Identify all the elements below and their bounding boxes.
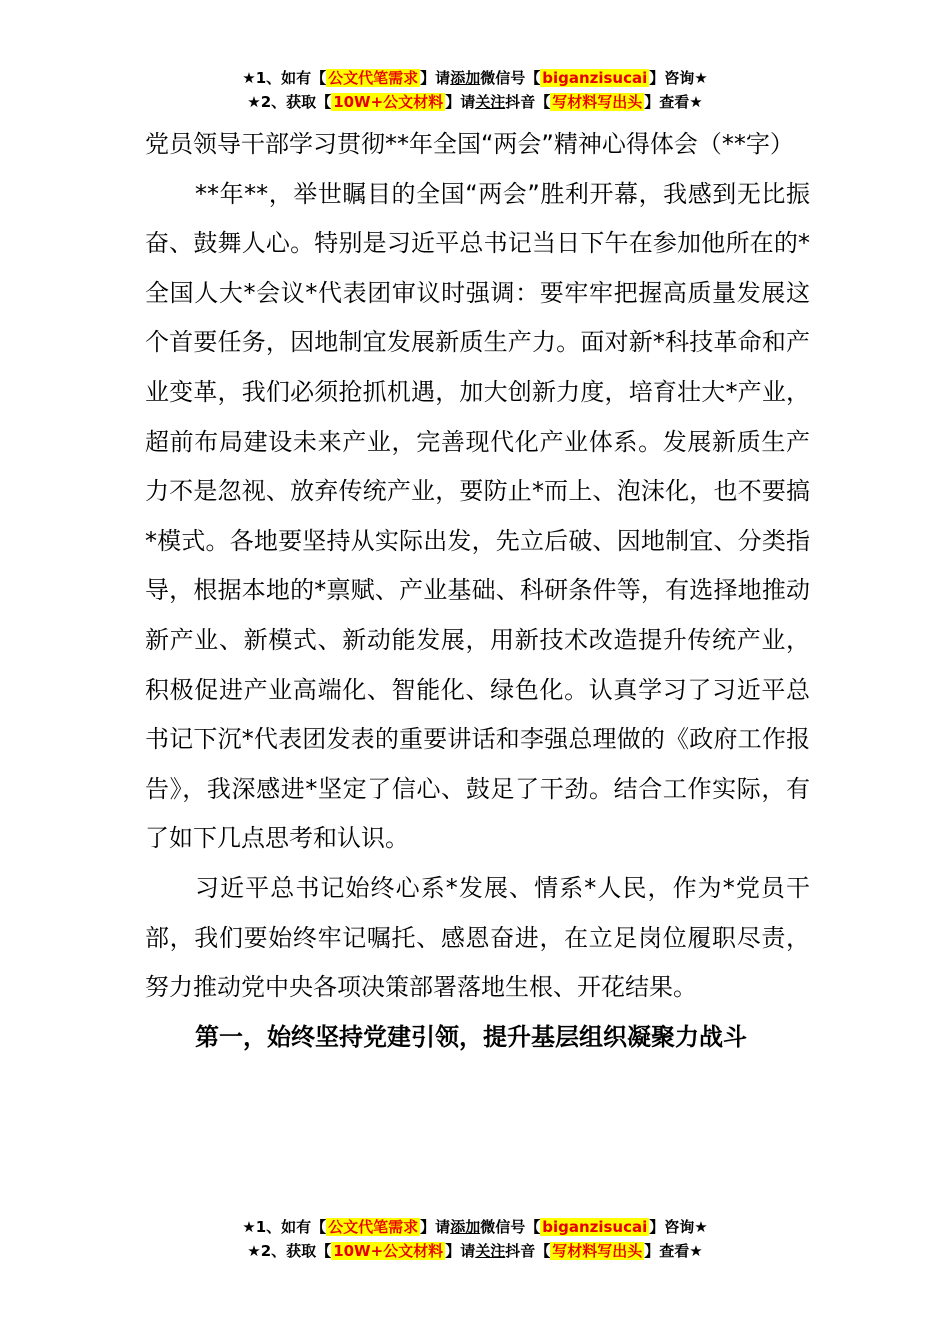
banner-text: 】查看★: [644, 93, 703, 111]
banner-line-2: [0, 90, 950, 114]
banner-underline: 添加: [450, 1218, 481, 1236]
paragraph: **年**，举世瞩目的全国“两会”胜利开幕，我感到无比振奋、鼓舞人心。特别是习近平总书记当日下午在参加他所在的*全国人大*会议*代表团审议时强调：要牢牢把握高质量发展这个首要任务，因地制宜发展新质生产力。面对新*科技革命和产业变革，我们必须抢抓机遇，加大创新力度，培育壮大*产业，超前布局建设未来产业，完善现代化产业体系。发展新质生产力不是忽视、放弃传统产业，要防止*而上、泡沫化，也不要搞*模式。各地要坚持从实际出发，先立后破、因地制宜、分类指导，根据本地的*禀赋、产业基础、科研条件等，有选择地推动新产业、新模式、新动能发展，用新技术改造提升传统产业，积极促进产业高端化、智能化、绿色化。认真学习了习近平总书记下沉*代表团发表的重要讲话和李强总理做的《政府工作报告》，我深感进*坚定了信心、鼓足了干劲。结合工作实际，有了如下几点思考和认识。: [145, 179, 810, 853]
banner-text: 】请: [445, 1242, 476, 1260]
banner-text: ★1、如有【: [242, 69, 327, 87]
banner-highlight: 10W+公文材料: [333, 93, 444, 111]
banner-text: 抖音【: [505, 1242, 551, 1260]
paragraph: 习近平总书记始终心系*发展、情系*人民，作为*党员干部，我们要始终牢记嘱托、感恩奋进，在立足岗位履职尽责，努力推动党中央各项决策部署落地生根、开花结果。: [145, 873, 810, 1002]
banner-text: 】请: [420, 1218, 451, 1236]
banner-text: ★1、如有【: [242, 1218, 327, 1236]
banner-highlight: biganzisucai: [542, 69, 648, 87]
section-heading: 第一，始终坚持党建引领，提升基层组织凝聚力战斗: [195, 1022, 747, 1051]
top-banner: [0, 66, 950, 114]
banner-line-1: [0, 1215, 950, 1239]
banner-highlight: 公文代笔需求: [328, 69, 419, 87]
banner-text: 】咨询★: [649, 1218, 708, 1236]
banner-text: 】请: [420, 69, 451, 87]
banner-highlight: 写材料写出头: [552, 1242, 643, 1260]
banner-text: 抖音【: [505, 93, 551, 111]
banner-text: ★2、获取【: [247, 93, 332, 111]
banner-highlight: 10W+公文材料: [333, 1242, 444, 1260]
banner-highlight: biganzisucai: [542, 1218, 648, 1236]
banner-text: 微信号【: [480, 1218, 541, 1236]
banner-text: ★2、获取【: [247, 1242, 332, 1260]
banner-underline: 关注: [475, 93, 506, 111]
banner-text: 】咨询★: [649, 69, 708, 87]
banner-line-1: [0, 66, 950, 90]
bottom-banner: [0, 1215, 950, 1263]
document-body: [145, 120, 810, 1062]
banner-highlight: 公文代笔需求: [328, 1218, 419, 1236]
banner-underline: 关注: [475, 1242, 506, 1260]
banner-line-2: [0, 1239, 950, 1263]
banner-highlight: 写材料写出头: [552, 93, 643, 111]
banner-text: 微信号【: [480, 69, 541, 87]
banner-text: 】请: [445, 93, 476, 111]
banner-text: 】查看★: [644, 1242, 703, 1260]
banner-underline: 添加: [450, 69, 481, 87]
document-title: 党员领导干部学习贯彻**年全国“两会”精神心得体会（**字）: [145, 130, 794, 158]
